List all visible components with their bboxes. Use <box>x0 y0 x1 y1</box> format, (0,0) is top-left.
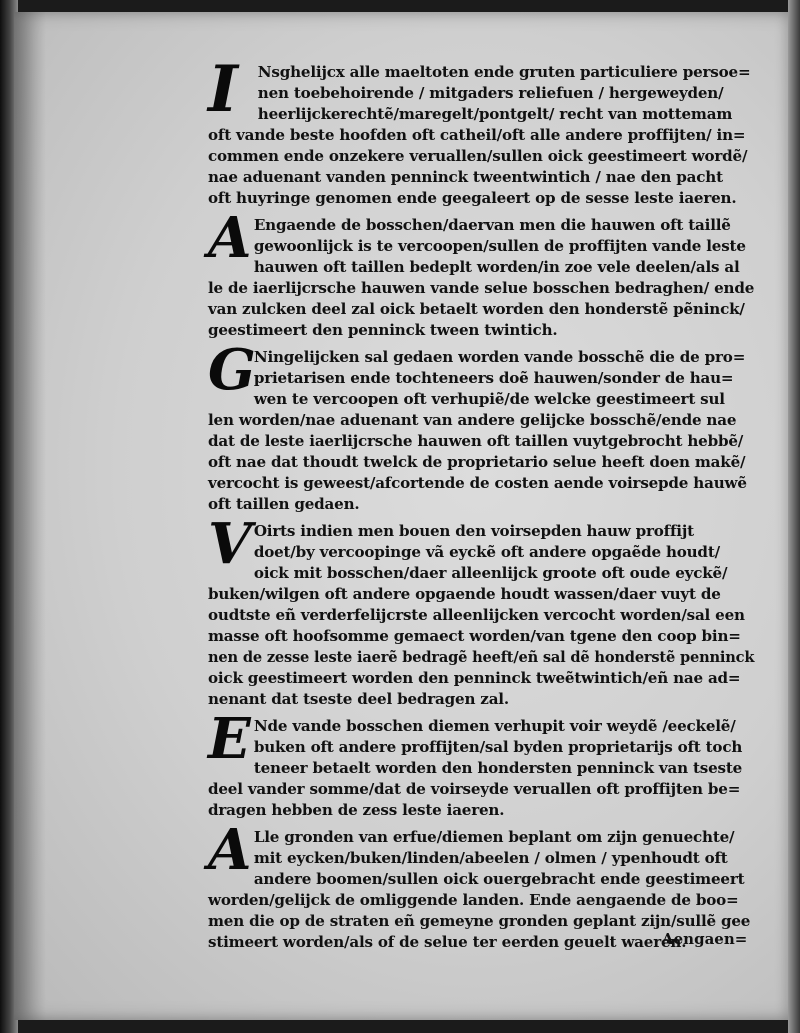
drop-initial: A <box>208 817 252 883</box>
text-line: oft huyringe genomen ende geegaleert op de sesse leste iaeren. <box>208 189 737 207</box>
text-line: nen de zesse leste iaerẽ bedragẽ heeft/eñ sal dẽ honderstẽ penninck <box>208 648 755 666</box>
text-line: Engaende de bosschen/daervan men die hauwen oft taillẽ <box>253 216 731 234</box>
text-line: andere boomen/sullen oick ouergebracht ende geestimeert <box>253 870 745 888</box>
text-line: le de iaerlijcrsche hauwen vande selue bosschen bedraghen/ ende <box>208 279 755 297</box>
text-line: dragen hebben de zess leste iaeren. <box>208 801 505 819</box>
text-line: nen toebehoirende / mitgaders reliefuen / hergeweyden/ <box>257 84 724 102</box>
paragraph-1 <box>208 52 756 209</box>
text-line: commen ende onzekere veruallen/sullen oick geestimeert wordẽ/ <box>208 147 748 165</box>
text-line: oft vande beste hoofden oft catheil/oft alle andere proffijten/ in= <box>208 126 746 144</box>
text-line: dat de leste iaerlijcrsche hauwen oft taillen vuytgebrocht hebbẽ/ <box>208 432 744 450</box>
page-text <box>208 52 756 959</box>
text-line: oick geestimeert worden den penninck tweẽtwintich/eñ nae ad= <box>208 669 741 687</box>
text-line: nae aduenant vanden penninck tweentwintich / nae den pacht <box>208 168 723 186</box>
text-line: Nsghelijcx alle maeltoten ende gruten particuliere persoe= <box>257 63 751 81</box>
drop-initial: G <box>208 337 256 403</box>
catchword: Aengaen= <box>662 930 748 948</box>
text-line: deel vander somme/dat de voirseyde veruallen oft proffijten be= <box>208 780 741 798</box>
text-line: Nde vande bosschen diemen verhupit voir weydẽ /eeckelẽ/ <box>253 717 736 735</box>
drop-initial: E <box>208 706 251 772</box>
text-line: stimeert worden/als of de selue ter eerden geuelt waeren. <box>208 933 687 951</box>
text-line: geestimeert den penninck tween twintich. <box>208 321 558 339</box>
text-line: masse oft hoofsomme gemaect worden/van tgene den coop bin= <box>208 627 741 645</box>
text-line: vercocht is geweest/afcortende de costen aende voirsepde hauwẽ <box>208 474 747 492</box>
page-gutter-shadow <box>14 12 46 1020</box>
text-line: buken oft andere proffijten/sal byden proprietarijs oft toch <box>253 738 743 756</box>
text-line: wen te vercoopen oft verhupiẽ/de welcke geestimeert sul <box>253 390 725 408</box>
paragraph-4 <box>208 511 756 710</box>
drop-initial: A <box>208 205 252 271</box>
text-line: Oirts indien men bouen den voirsepden hauw proffijt <box>253 522 694 540</box>
text-line: oick mit bosschen/daer alleenlijck groote oft oude eyckẽ/ <box>253 564 728 582</box>
text-line: gewoonlijck is te vercoopen/sullen de proffijten vande leste <box>253 237 746 255</box>
text-line: prietarisen ende tochteneers doẽ hauwen/sonder de hau= <box>253 369 734 387</box>
text-line: oft nae dat thoudt twelck de proprietario selue heeft doen makẽ/ <box>208 453 746 471</box>
text-line: Ningelijcken sal gedaen worden vande bosschẽ die de pro= <box>253 348 746 366</box>
text-line: hauwen oft taillen bedeplt worden/in zoe vele deelen/als al <box>253 258 740 276</box>
text-line: oft taillen gedaen. <box>208 495 360 513</box>
paragraph-2 <box>208 205 756 341</box>
drop-initial: V <box>208 511 252 577</box>
text-line: worden/gelijck de omliggende landen. Ende aengaende de boo= <box>208 891 739 909</box>
paragraph-5 <box>208 706 756 821</box>
text-line: heerlijckerechtẽ/maregelt/pontgelt/ recht van mottemam <box>257 105 733 123</box>
text-line: men die op de straten eñ gemeyne gronden geplant zijn/sullẽ gee <box>208 912 751 930</box>
text-line: van zulcken deel zal oick betaelt worden den honderstẽ pẽninck/ <box>208 300 745 318</box>
text-line: mit eycken/buken/linden/abeelen / olmen / ypenhoudt oft <box>253 849 728 867</box>
text-line: doet/by vercoopinge vã eyckẽ oft andere opgaẽde houdt/ <box>253 543 720 561</box>
text-line: len worden/nae aduenant van andere gelijcke bosschẽ/ende nae <box>208 411 737 429</box>
text-line: buken/wilgen oft andere opgaende houdt wassen/daer vuyt de <box>208 585 721 603</box>
paragraph-3 <box>208 337 756 515</box>
drop-initial: I <box>208 52 238 127</box>
text-line: teneer betaelt worden den hondersten penninck van tseste <box>253 759 743 777</box>
text-line: nenant dat tseste deel bedragen zal. <box>208 690 509 708</box>
page-edge <box>788 0 800 1033</box>
text-line: oudtste eñ verderfelijcrste alleenlijcken vercocht worden/sal een <box>208 606 745 624</box>
text-line: Lle gronden van erfue/diemen beplant om zijn genuechte/ <box>253 828 735 846</box>
